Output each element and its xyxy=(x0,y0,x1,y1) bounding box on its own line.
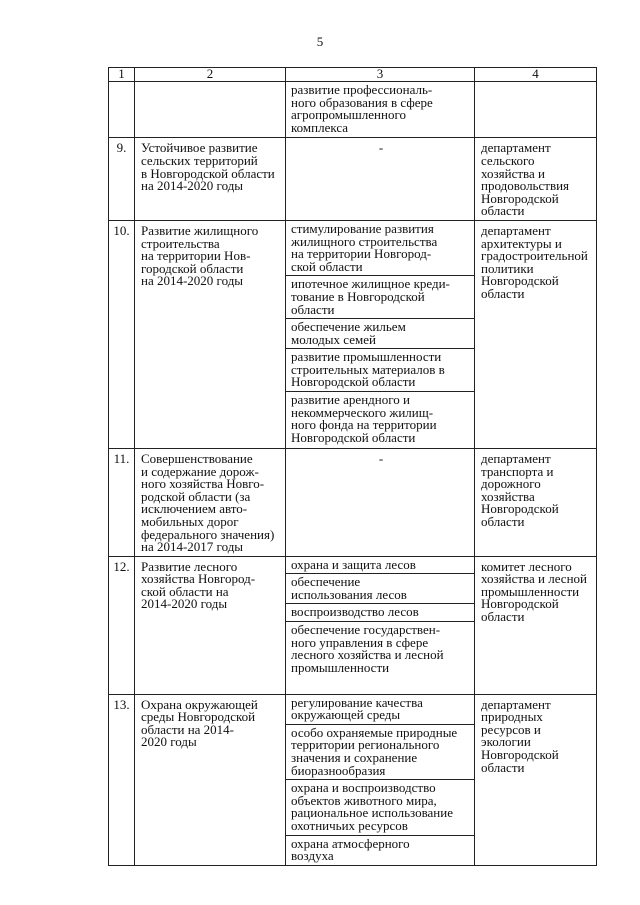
header-cell-2: 2 xyxy=(135,68,286,82)
direction-item: охрана атмосферного воздуха xyxy=(286,835,474,865)
row-number: 12. xyxy=(109,556,135,694)
header-row xyxy=(109,68,597,82)
header-cell-1: 1 xyxy=(109,68,135,82)
program-name: Устойчивое развитие сельских территорий в Новгородской области на 2014-2020 годы xyxy=(135,138,286,221)
direction-item: обеспечение жильем молодых семей xyxy=(286,318,474,348)
direction-item: развитие профессиональ- ного образования в сфере агропромышленного комплекса xyxy=(291,82,433,135)
directions-cell xyxy=(286,138,475,221)
direction-item: особо охраняемые природные территории регионального значения и сохранение биоразнообразия xyxy=(286,724,474,779)
program-name: Совершенствование и содержание дорож- ного хозяйства Новго- родской области (за исключением авто- мобильных дорог федерального значения) на 2014-2017 годы xyxy=(135,448,286,556)
direction-item: охрана и защита лесов xyxy=(291,556,416,572)
programs-table-body xyxy=(109,68,597,866)
direction-item: воспроизводство лесов xyxy=(286,603,474,621)
header-cell-4: 4 xyxy=(475,68,597,82)
executor-name: департамент природных ресурсов и экологии Новгородской области xyxy=(475,694,597,865)
program-name: Развитие жилищного строительства на территории Нов- городской области на 2014-2020 годы xyxy=(135,220,286,448)
direction-item: развитие арендного и некоммерческого жилищ- ного фонда на территории Новгородской области xyxy=(286,391,474,446)
continuation-executor-cell xyxy=(475,82,597,138)
direction-item: - xyxy=(378,140,384,156)
row-number: 9. xyxy=(109,138,135,221)
table-row xyxy=(109,220,597,448)
directions-cell xyxy=(286,694,475,865)
row-number: 13. xyxy=(109,694,135,865)
direction-item: обеспечение использования лесов xyxy=(286,573,474,603)
programs-table xyxy=(108,67,597,866)
direction-item: стимулирование развития жилищного строительства на территории Новгород- ской области xyxy=(291,220,438,274)
direction-item: регулирование качества окружающей среды xyxy=(291,694,423,723)
continuation-program-cell xyxy=(135,82,286,138)
executor-name: комитет лесного хозяйства и лесной промышленности Новгородской области xyxy=(475,556,597,694)
page-number: 5 xyxy=(316,34,324,49)
direction-item: охрана и воспроизводство объектов животного мира, рациональное использование охотничьих ресурсов xyxy=(286,779,474,834)
executor-name: департамент архитектуры и градостроительной политики Новгородской области xyxy=(475,220,597,448)
table-row xyxy=(109,138,597,221)
row-number: 11. xyxy=(109,448,135,556)
program-name: Охрана окружающей среды Новгородской области на 2014- 2020 годы xyxy=(135,694,286,865)
direction-item: - xyxy=(378,450,384,466)
directions-cell xyxy=(286,556,475,694)
directions-cell xyxy=(286,220,475,448)
header-cell-3: 3 xyxy=(286,68,475,82)
direction-item: ипотечное жилищное креди- тование в Новгородской области xyxy=(286,275,474,318)
directions-cell xyxy=(286,448,475,556)
program-name: Развитие лесного хозяйства Новгород- ской области на 2014-2020 годы xyxy=(135,556,286,694)
direction-item: обеспечение государствен- ного управления в сфере лесного хозяйства и лесной промышленности xyxy=(286,621,474,676)
executor-name: департамент транспорта и дорожного хозяйства Новгородской области xyxy=(475,448,597,556)
continuation-directions-cell xyxy=(286,82,475,138)
table-row xyxy=(109,694,597,865)
executor-name: департамент сельского хозяйства и продовольствия Новгородской области xyxy=(475,138,597,221)
table-row xyxy=(109,448,597,556)
continuation-row xyxy=(109,82,597,138)
row-number: 10. xyxy=(109,220,135,448)
table-row xyxy=(109,556,597,694)
direction-item: развитие промышленности строительных материалов в Новгородской области xyxy=(286,348,474,391)
continuation-num-cell xyxy=(109,82,135,138)
